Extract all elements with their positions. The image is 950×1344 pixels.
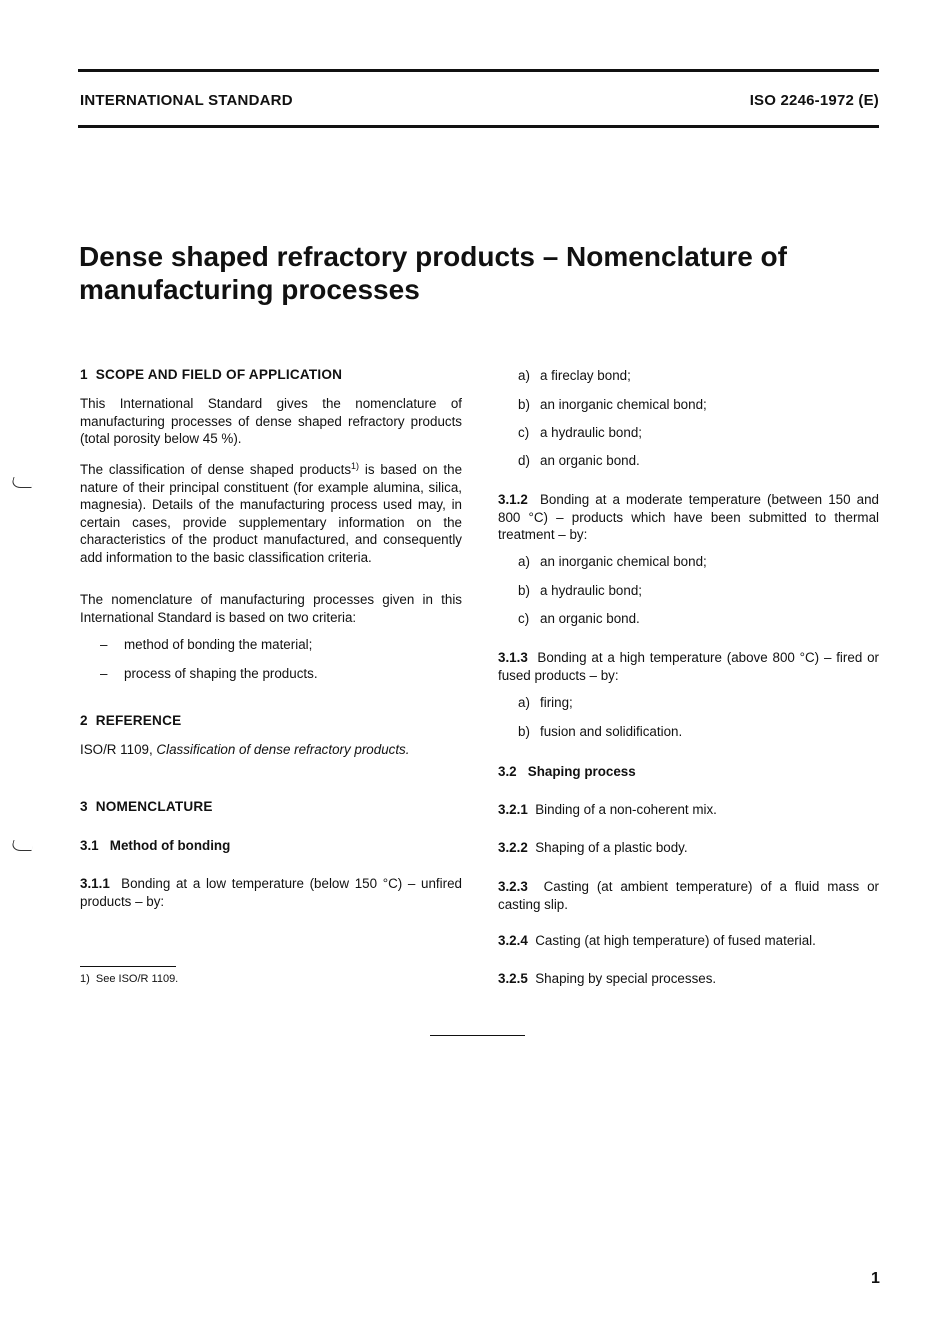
list-label: a)	[518, 554, 530, 569]
reference-title: Classification of dense refractory products.	[156, 742, 410, 757]
list-item	[518, 611, 640, 626]
list-text: an organic bond.	[540, 453, 640, 468]
title-line-1: Dense shaped refractory products – Nomenclature of	[79, 241, 787, 272]
classification-paragraph	[80, 458, 462, 566]
criterion-text: process of shaping the products.	[124, 666, 318, 681]
reference-entry	[80, 742, 409, 757]
list-item	[518, 425, 642, 440]
list-item	[518, 368, 631, 383]
clause-text: Shaping by special processes.	[535, 971, 717, 986]
scope-paragraph: This International Standard gives the nomenclature of manufacturing processes of dense shaped refractory products (total porosity below 45 %).	[80, 396, 462, 446]
margin-check-mark	[11, 477, 35, 488]
clause-text: Bonding at a moderate temperature (between 150 and 800 °C) – products which have been submitted to thermal treatment – by:	[498, 492, 879, 542]
shaping-clause	[498, 802, 879, 817]
list-text: a hydraulic bond;	[540, 583, 642, 598]
header-standard-label: INTERNATIONAL STANDARD	[80, 92, 293, 109]
list-text: an organic bond.	[540, 611, 640, 626]
list-text: a hydraulic bond;	[540, 425, 642, 440]
page-title	[79, 240, 879, 306]
list-item	[518, 583, 642, 598]
classification-text-a: The classification of dense shaped products	[80, 462, 352, 477]
clause-number: 3.2.4	[498, 933, 528, 948]
clause-number: 3.1.3	[498, 650, 528, 665]
dash-bullet: –	[100, 637, 108, 652]
subsection-number: 3.2	[498, 764, 517, 779]
list-text: an inorganic chemical bond;	[540, 397, 707, 412]
criterion-item	[100, 637, 312, 652]
clause-text: Bonding at a low temperature (below 150 °C) – unfired products – by:	[80, 876, 462, 909]
reference-code: ISO/R 1109,	[80, 742, 157, 757]
shaping-clause	[498, 840, 879, 855]
clause-number: 3.2.1	[498, 802, 528, 817]
list-text: a fireclay bond;	[540, 368, 631, 383]
subsection-3-2-heading	[498, 764, 636, 779]
list-label: c)	[518, 611, 530, 626]
list-label: c)	[518, 425, 530, 440]
header-bottom-rule	[78, 125, 879, 128]
clause-3-1-1	[80, 875, 462, 910]
clause-number: 3.2.3	[498, 879, 528, 894]
list-label: a)	[518, 695, 530, 710]
section-2-heading: 2 REFERENCE	[80, 713, 182, 728]
list-text: fusion and solidification.	[540, 724, 683, 739]
shaping-clause	[498, 971, 879, 986]
criterion-text: method of bonding the material;	[124, 637, 313, 652]
footnote-ref: 1)	[351, 461, 360, 471]
list-item	[518, 397, 707, 412]
clause-number: 3.2.5	[498, 971, 528, 986]
criterion-item	[100, 666, 318, 681]
classification-text-b: is based on the nature of their principal constituent (for example alumina, silica, magnesia). Details of the manufacturing process used may, in certain cases, provide supplementary information on the characteristics of the product manufactured, and consequently add information to the basic classification criteria.	[80, 462, 463, 565]
subsection-3-1-heading	[80, 838, 230, 853]
list-label: b)	[518, 724, 530, 739]
clause-text: Casting (at high temperature) of fused material.	[535, 933, 816, 948]
section-1-heading: 1 SCOPE AND FIELD OF APPLICATION	[80, 367, 343, 382]
clause-text: Binding of a non-coherent mix.	[535, 802, 717, 817]
shaping-clause	[498, 878, 879, 913]
list-item	[518, 695, 573, 710]
header-standard-number: ISO 2246-1972 (E)	[749, 92, 879, 109]
end-rule	[430, 1035, 525, 1036]
clause-3-1-2	[498, 491, 879, 544]
list-label: b)	[518, 583, 530, 598]
footnote-rule	[80, 966, 176, 967]
subsection-title: Shaping process	[527, 764, 636, 779]
clause-text: Casting (at ambient temperature) of a fluid mass or casting slip.	[498, 879, 879, 912]
subsection-title: Method of bonding	[109, 838, 231, 853]
title-line-2: manufacturing processes	[79, 274, 420, 305]
list-label: d)	[518, 453, 530, 468]
list-label: b)	[518, 397, 530, 412]
margin-check-mark	[11, 840, 35, 851]
list-item	[518, 724, 682, 739]
header-top-rule	[78, 69, 879, 72]
list-item	[518, 453, 640, 468]
clause-3-1-3	[498, 649, 879, 684]
section-3-heading: 3 NOMENCLATURE	[80, 799, 213, 814]
clause-text: Bonding at a high temperature (above 800 °C) – fired or fused products – by:	[498, 650, 879, 683]
subsection-number: 3.1	[80, 838, 99, 853]
clause-number: 3.1.1	[80, 876, 110, 891]
list-label: a)	[518, 368, 530, 383]
clause-number: 3.2.2	[498, 840, 528, 855]
list-text: firing;	[540, 695, 573, 710]
criteria-paragraph: The nomenclature of manufacturing processes given in this International Standard is based on two criteria:	[80, 592, 462, 625]
page-number: 1	[871, 1270, 881, 1287]
list-text: an inorganic chemical bond;	[540, 554, 707, 569]
clause-number: 3.1.2	[498, 492, 528, 507]
list-item	[518, 554, 707, 569]
clause-text: Shaping of a plastic body.	[535, 840, 688, 855]
dash-bullet: –	[100, 666, 108, 681]
shaping-clause	[498, 933, 879, 948]
footnote: 1) See ISO/R 1109.	[80, 973, 179, 985]
